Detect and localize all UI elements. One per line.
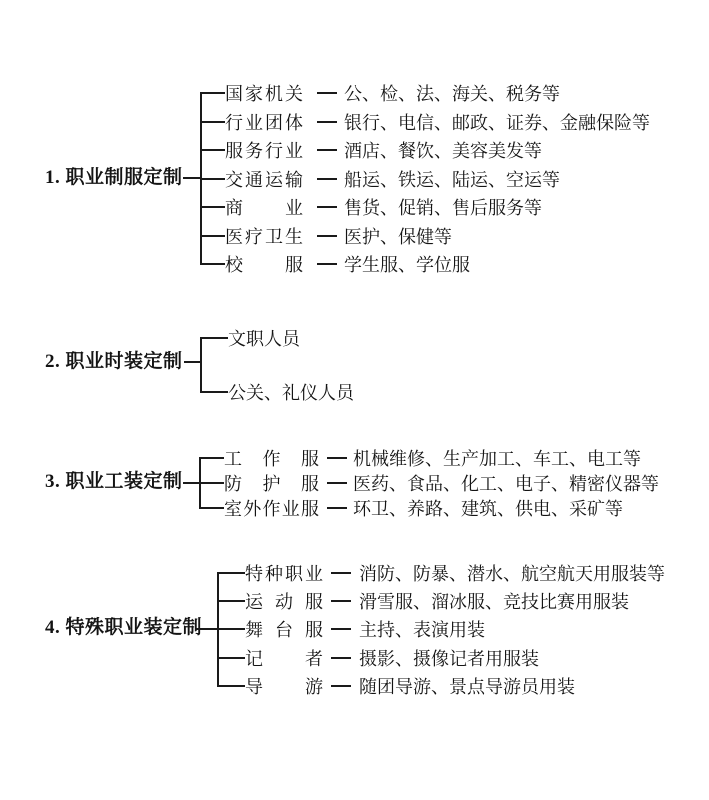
dash-line	[331, 685, 351, 687]
dash-line	[331, 600, 351, 602]
branch-label: 国家机关	[225, 84, 303, 104]
tree-row	[217, 588, 629, 614]
branch-label: 服务行业	[225, 141, 303, 161]
tree-row	[199, 495, 623, 521]
branch-description: 医药、食品、化工、电子、精密仪器等	[353, 474, 659, 494]
dash-line	[327, 482, 347, 484]
branch-tick-line	[200, 235, 225, 237]
branch-tick-line	[200, 121, 225, 123]
branch-label: 运 动 服	[245, 592, 323, 612]
branch-label: 文职人员	[228, 329, 300, 349]
tree-row	[217, 645, 539, 671]
tree-row	[200, 194, 542, 220]
branch-description: 机械维修、生产加工、车工、电工等	[353, 449, 641, 469]
branch-description: 医护、保健等	[344, 227, 452, 247]
section-4-title: 4. 特殊职业装定制	[45, 617, 203, 638]
tree-row	[200, 137, 542, 163]
section-2-connector-line	[184, 361, 200, 363]
branch-label: 特种职业	[245, 564, 323, 584]
branch-label: 工 作 服	[224, 449, 319, 469]
tree-row	[200, 379, 354, 405]
branch-description: 售货、促销、售后服务等	[344, 198, 542, 218]
branch-tick-line	[217, 657, 245, 659]
tree-row	[217, 560, 665, 586]
section-1-connector-line	[183, 177, 200, 179]
dash-line	[317, 206, 337, 208]
branch-tick-line	[200, 391, 228, 393]
branch-tick-line	[199, 457, 224, 459]
tree-row	[200, 166, 560, 192]
branch-label: 记 者	[245, 649, 323, 669]
tree-row	[200, 109, 650, 135]
branch-label: 校 服	[225, 255, 303, 275]
tree-row	[199, 445, 641, 471]
branch-description: 主持、表演用装	[359, 620, 485, 640]
branch-label: 交通运输	[225, 170, 303, 190]
branch-description: 摄影、摄像记者用服装	[359, 649, 539, 669]
tree-row	[200, 223, 452, 249]
branch-description: 银行、电信、邮政、证券、金融保险等	[344, 113, 650, 133]
tree-row	[217, 616, 485, 642]
branch-description: 酒店、餐饮、美容美发等	[344, 141, 542, 161]
dash-line	[331, 657, 351, 659]
branch-label: 公关、礼仪人员	[228, 383, 354, 403]
branch-label: 导 游	[245, 677, 323, 697]
branch-description: 公、检、法、海关、税务等	[344, 84, 560, 104]
dash-line	[317, 235, 337, 237]
branch-label: 医疗卫生	[225, 227, 303, 247]
section-2-title: 2. 职业时装定制	[45, 351, 183, 372]
section-3-title: 3. 职业工装定制	[45, 471, 183, 492]
branch-label: 室外作业服	[224, 499, 319, 519]
branch-label: 行业团体	[225, 113, 303, 133]
branch-description: 消防、防暴、潜水、航空航天用服装等	[359, 564, 665, 584]
branch-description: 滑雪服、溜冰服、竞技比赛用服装	[359, 592, 629, 612]
dash-line	[317, 92, 337, 94]
dash-line	[317, 178, 337, 180]
dash-line	[331, 572, 351, 574]
dash-line	[327, 457, 347, 459]
branch-description: 船运、铁运、陆运、空运等	[344, 170, 560, 190]
dash-line	[317, 149, 337, 151]
branch-label: 防 护 服	[224, 474, 319, 494]
branch-tick-line	[217, 572, 245, 574]
branch-tick-line	[217, 685, 245, 687]
branch-tick-line	[200, 149, 225, 151]
dash-line	[331, 628, 351, 630]
branch-tick-line	[200, 206, 225, 208]
tree-row	[199, 470, 659, 496]
branch-tick-line	[217, 600, 245, 602]
section-4-connector-line	[196, 628, 217, 630]
section-3-connector-line	[183, 482, 199, 484]
branch-label: 商 业	[225, 198, 303, 218]
branch-tick-line	[200, 337, 228, 339]
dash-line	[317, 263, 337, 265]
branch-tick-line	[200, 92, 225, 94]
branch-label: 舞 台 服	[245, 620, 323, 640]
tree-row	[200, 325, 300, 351]
branch-tick-line	[199, 482, 224, 484]
dash-line	[327, 507, 347, 509]
tree-row	[200, 251, 470, 277]
branch-description: 随团导游、景点导游员用装	[359, 677, 575, 697]
dash-line	[317, 121, 337, 123]
branch-tick-line	[200, 263, 225, 265]
branch-tick-line	[199, 507, 224, 509]
branch-tick-line	[217, 628, 245, 630]
branch-description: 学生服、学位服	[344, 255, 470, 275]
section-1-title: 1. 职业制服定制	[45, 167, 183, 188]
branch-description: 环卫、养路、建筑、供电、采矿等	[353, 499, 623, 519]
tree-row	[200, 80, 560, 106]
tree-row	[217, 673, 575, 699]
branch-tick-line	[200, 178, 225, 180]
